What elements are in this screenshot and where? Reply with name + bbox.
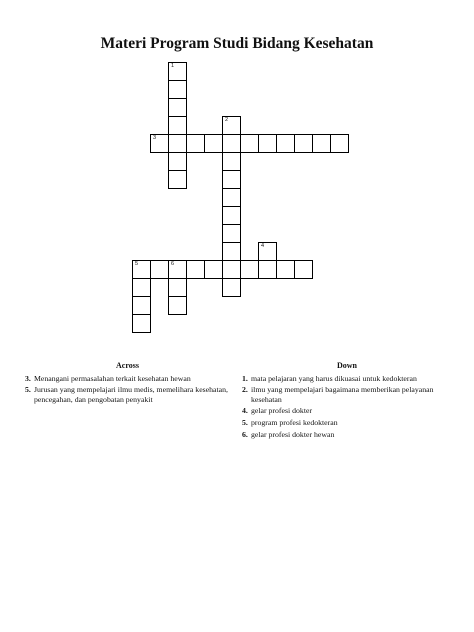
down-clue [242,406,452,416]
clue-text: gelar profesi dokter [251,406,313,416]
grid-cell[interactable] [258,134,277,153]
grid-cell[interactable] [168,260,187,279]
clue-number: 3. [25,373,31,383]
across-clues [25,361,230,406]
grid-cell[interactable] [222,224,241,243]
grid-number: 5 [135,261,139,267]
grid-cell[interactable] [132,314,151,333]
grid-cell[interactable] [294,134,313,153]
grid-cell[interactable] [258,242,277,261]
down-heading: Down [336,361,357,370]
across-clue [25,385,230,404]
grid-cell[interactable] [222,152,241,171]
grid-cell[interactable] [168,62,187,81]
down-clue [242,385,452,404]
grid-number: 6 [171,261,175,267]
grid-cell[interactable] [240,260,259,279]
clue-number: 4. [242,406,248,416]
grid-number: 4 [261,243,265,249]
grid-cell[interactable] [276,134,295,153]
grid-cell[interactable] [276,260,295,279]
clue-text: mata pelajaran yang harus dikuasai untuk kedokteran [251,373,417,383]
grid-cell[interactable] [168,116,187,135]
clue-number: 1. [242,373,248,383]
grid-cell[interactable] [312,134,331,153]
grid-cell[interactable] [168,80,187,99]
grid-cell[interactable] [132,260,151,279]
clue-number: 5. [25,385,31,395]
across-clue [25,374,230,384]
grid-cell[interactable] [168,152,187,171]
grid-number: 3 [153,135,157,141]
grid-cell[interactable] [222,206,241,225]
grid-cell[interactable] [222,188,241,207]
grid-cell[interactable] [150,134,169,153]
grid-cell[interactable] [222,242,241,261]
grid-cell[interactable] [240,134,259,153]
grid-cell[interactable] [186,260,205,279]
down-clue [242,418,452,428]
grid-cell[interactable] [222,116,241,135]
grid-cell[interactable] [168,296,187,315]
clue-text: Jurusan yang mempelajari ilmu medis, memelihara kesehatan, pencegahan, dan pengobatan penyakit [34,385,228,404]
clue-number: 2. [242,385,248,395]
grid-cell[interactable] [150,260,169,279]
grid-cell[interactable] [294,260,313,279]
grid-cell[interactable] [186,134,205,153]
grid-number: 2 [225,117,229,123]
puzzle-title: Materi Program Studi Bidang Kesehatan [100,35,374,52]
down-clue [242,374,452,384]
grid-cell[interactable] [258,260,277,279]
grid-cell[interactable] [132,296,151,315]
across-heading: Across [116,361,139,370]
grid-cell[interactable] [132,278,151,297]
grid-cell[interactable] [222,278,241,297]
grid-cell[interactable] [204,260,223,279]
clue-text: Menangani permasalahan terkait kesehatan hewan [34,373,191,383]
clue-text: program profesi kedokteran [251,417,338,427]
grid-cell[interactable] [330,134,349,153]
grid-cell[interactable] [222,170,241,189]
grid-cell[interactable] [168,170,187,189]
clue-text: gelar profesi dokter hewan [251,429,335,439]
grid-cell[interactable] [222,260,241,279]
down-clues [242,361,452,441]
grid-cell[interactable] [204,134,223,153]
grid-cell[interactable] [168,278,187,297]
clue-text: ilmu yang mempelajari bagaimana memberikan pelayanan kesehatan [251,385,434,404]
grid-cell[interactable] [168,98,187,117]
grid-cell[interactable] [222,134,241,153]
clue-number: 5. [242,417,248,427]
clue-number: 6. [242,429,248,439]
grid-number: 1 [171,63,175,69]
down-clue [242,430,452,440]
grid-cell[interactable] [168,134,187,153]
